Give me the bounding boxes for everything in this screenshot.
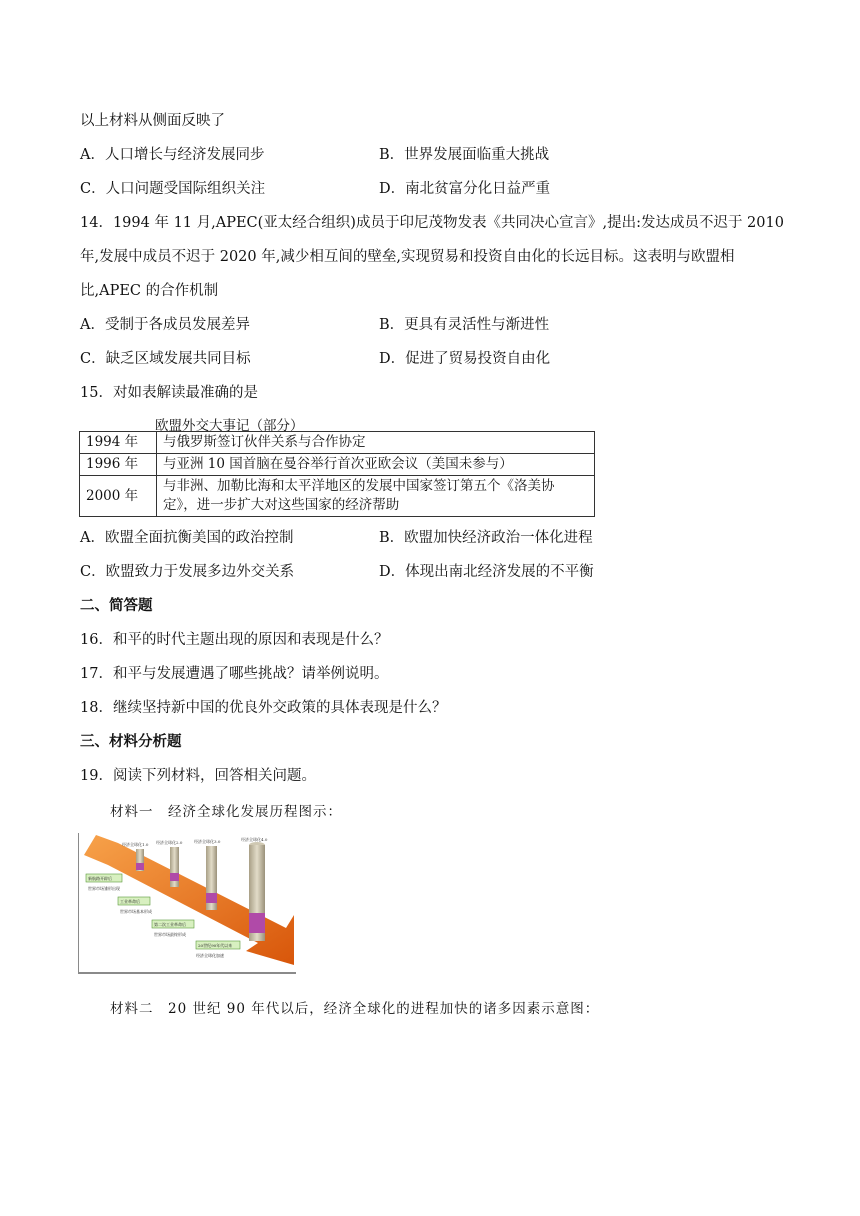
pillar-4	[249, 842, 265, 941]
q13-stem-end: 以上材料从侧面反映了	[80, 113, 225, 129]
table-event-cell: 与非洲、加勒比海和太平洋地区的发展中国家签订第五个《洛美协定》，进一步扩大对这些国家的经济帮助	[157, 476, 595, 517]
q15-option-d: D．体现出南北经济发展的不平衡	[379, 564, 594, 580]
stage-label: 新航路开辟后	[88, 876, 112, 881]
q15-option-c: C．欧盟致力于发展多边外交关系	[80, 564, 295, 580]
q15-stem: 15．对如表解读最准确的是	[80, 385, 258, 401]
table-row	[80, 476, 595, 517]
q14-option-a: A．受制于各成员发展差异	[80, 317, 250, 333]
q17: 17．和平与发展遭遇了哪些挑战？请举例说明。	[80, 666, 389, 682]
q15-option-a: A．欧盟全面抗衡美国的政治控制	[80, 530, 294, 546]
q13-option-d: D．南北贫富分化日益严重	[379, 181, 551, 197]
q13-option-a: A．人口增长与经济发展同步	[80, 147, 265, 163]
pillar-label: 经济全球化4.0	[241, 837, 268, 842]
q14-option-d: D．促进了贸易投资自由化	[379, 351, 551, 367]
q18: 18．继续坚持新中国的优良外交政策的具体表现是什么？	[80, 700, 447, 716]
pillar-label: 经济全球化1.0	[122, 842, 149, 847]
stage-label: 经济全球化加速	[196, 953, 224, 958]
table-year-cell: 1994 年	[80, 432, 157, 454]
q14-line-3: 比,APEC 的合作机制	[80, 283, 219, 299]
table-year-cell: 2000 年	[80, 476, 157, 517]
q14-option-b: B．更具有灵活性与渐进性	[379, 317, 550, 333]
pillar-1	[136, 849, 144, 871]
q19: 19．阅读下列材料，回答相关问题。	[80, 768, 316, 784]
q14-option-c: C．缺乏区域发展共同目标	[80, 351, 251, 367]
table-caption: 欧盟外交大事记（部分）	[155, 418, 304, 434]
section-heading-material-analysis: 三、材料分析题	[80, 734, 182, 750]
table-row	[80, 454, 595, 476]
stage-label: 世界市场最终形成	[154, 932, 186, 937]
pillar-3	[206, 846, 217, 910]
pillar-label: 经济全球化3.0	[194, 839, 221, 844]
eu-diplomacy-table	[79, 431, 595, 517]
table-year-cell: 1996 年	[80, 454, 157, 476]
globalization-timeline-figure	[78, 833, 296, 974]
pillar-2	[170, 847, 179, 887]
material-two-label: 材料二 20 世纪 90 年代以后，经济全球化的进程加快的诸多因素示意图：	[110, 1001, 600, 1017]
pillar-label: 经济全球化2.0	[156, 840, 183, 845]
stage-label: 工业革命后	[120, 899, 140, 904]
table-row	[80, 432, 595, 454]
stage-label: 20世纪90年代以来	[198, 943, 233, 948]
q13-option-b: B．世界发展面临重大挑战	[379, 147, 550, 163]
q14-line-1: 14．1994 年 11 月,APEC(亚太经合组织)成员于印尼茂物发表《共同决心宣言》,提出:发达成员不迟于 2010	[80, 215, 784, 231]
q14-line-2: 年,发展中成员不迟于 2020 年,减少相互间的壁垒,实现贸易和投资自由化的长远目标。这表明与欧盟相	[80, 249, 735, 265]
table-event-cell: 与俄罗斯签订伙伴关系与合作协定	[157, 432, 595, 454]
section-heading-short-answer: 二、简答题	[80, 598, 153, 614]
q13-option-c: C．人口问题受国际组织关注	[80, 181, 266, 197]
table-event-cell: 与亚洲 10 国首脑在曼谷举行首次亚欧会议（美国未参与）	[157, 454, 595, 476]
q16: 16．和平的时代主题出现的原因和表现是什么？	[80, 632, 389, 648]
stage-label: 世界市场基本形成	[120, 909, 152, 914]
q15-option-b: B．欧盟加快经济政治一体化进程	[379, 530, 593, 546]
stage-label: 第二次工业革命后	[154, 922, 186, 927]
material-one-label: 材料一 经济全球化发展历程图示：	[110, 804, 342, 820]
stage-label: 世界市场雏形出现	[88, 886, 120, 891]
